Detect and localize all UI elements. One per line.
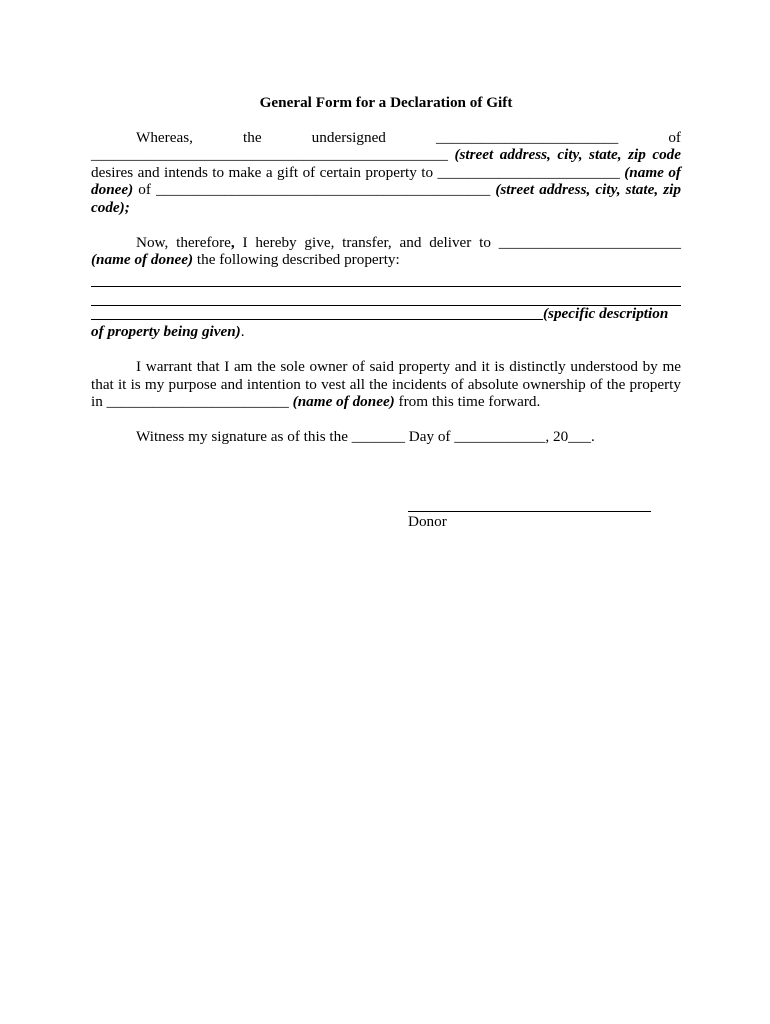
warranty-paragraph — [91, 358, 681, 411]
warranty-text: I warrant that I am the sole owner of said property and it is distinctly understood by me that it is my purpose and intention to vest all the incidents of absolute ownership of the property in ________________________ — [91, 358, 681, 410]
document-page — [91, 94, 681, 530]
whereas-paragraph — [91, 129, 681, 217]
time-forward-text: from this time forward. — [394, 393, 541, 410]
gift-intent-text: desires and intends to make a gift of certain property to ________________________ — [91, 163, 625, 181]
transfer-text: I hereby give, transfer, and deliver to ________________________ — [234, 233, 681, 251]
now-therefore-text: Now, therefore — [136, 233, 231, 251]
donee-name-hint-3: (name of donee) — [292, 393, 395, 410]
donee-address-hint: (street address, city, state, zip code); — [91, 181, 681, 216]
described-property-text: the following described property: — [193, 251, 400, 268]
transfer-paragraph — [91, 234, 681, 269]
signature-block — [408, 496, 651, 531]
donee-name-hint-2: (name of donee) — [91, 251, 194, 268]
witness-paragraph: Witness my signature as of this the _______ Day of ____________, 20___. — [136, 428, 595, 445]
donor-address-hint: (street address, city, state, zip code — [454, 146, 681, 163]
property-description-line-1 — [91, 270, 681, 288]
whereas-text: Whereas, the undersigned ________________________ of _______________________________________________ — [91, 128, 681, 163]
property-description-hint-continued: of property being given) — [91, 323, 241, 340]
donor-label: Donor — [408, 513, 447, 530]
of-text: of ____________________________________________ — [133, 181, 496, 198]
bold-comma: , — [230, 233, 235, 251]
property-description-line-2 — [91, 288, 681, 306]
document-title: General Form for a Declaration of Gift — [259, 94, 513, 111]
property-description-rule — [91, 306, 543, 320]
property-description-line-3 — [91, 306, 681, 324]
donee-name-hint: (name of donee) — [91, 163, 681, 198]
property-description-hint-end — [91, 323, 681, 341]
period: . — [240, 323, 245, 340]
donor-signature-line — [408, 496, 651, 512]
property-description-hint: (specific description — [543, 305, 669, 322]
